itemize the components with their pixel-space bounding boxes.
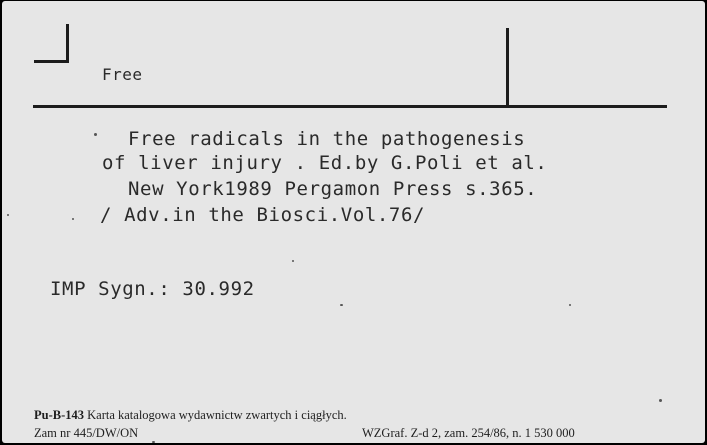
- form-title: Karta katalogowa wydawnictw zwartych i ciągłych.: [87, 408, 347, 422]
- order-number: Zam nr 445/DW/ON: [34, 426, 139, 440]
- entry-line-2: of liver injury . Ed.by G.Poli et al.: [102, 152, 548, 174]
- paper-speck: [7, 214, 9, 216]
- form-code: Pu-B-143: [34, 408, 84, 422]
- entry-line-4: / Adv.in the Biosci.Vol.76/: [100, 204, 426, 226]
- paper-speck: [292, 260, 294, 262]
- paper-speck: [72, 218, 74, 220]
- entry-line-3: New York1989 Pergamon Press s.365.: [128, 178, 538, 200]
- corner-mark-horizontal: [34, 60, 69, 63]
- call-number: IMP Sygn.: 30.992: [50, 278, 255, 300]
- paper-speck: [340, 304, 343, 306]
- entry-line-1: Free radicals in the pathogenesis: [128, 128, 526, 150]
- paper-speck: [94, 133, 97, 136]
- horizontal-rule: [33, 105, 667, 108]
- paper-speck: [152, 441, 155, 443]
- card-heading: Free: [102, 65, 143, 84]
- catalog-card: [2, 1, 705, 443]
- paper-speck: [659, 399, 662, 402]
- form-footer-line: [34, 408, 347, 423]
- vertical-rule: [506, 28, 509, 107]
- paper-speck: [569, 304, 571, 306]
- printer-info: WZGraf. Z-d 2, zam. 254/86, n. 1 530 000: [362, 426, 575, 440]
- corner-mark-vertical: [66, 24, 69, 62]
